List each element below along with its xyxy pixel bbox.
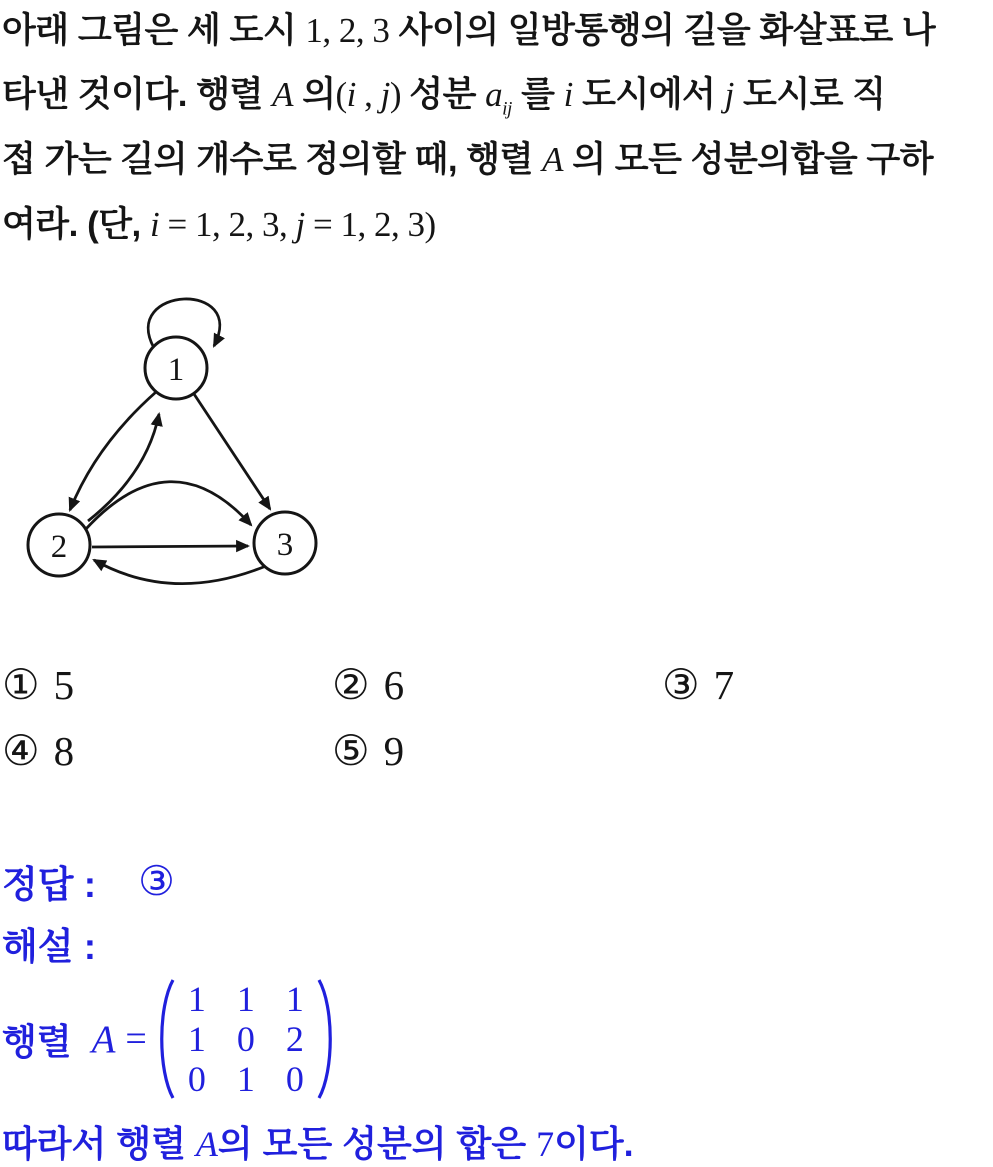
text-segment: 타낸 것이다. 행렬: [2, 75, 273, 114]
text-segment: j: [724, 75, 734, 114]
text-segment: 여라. (단,: [2, 205, 150, 244]
text-segment: 접 가는 길의 개수로 정의할 때, 행렬: [2, 140, 543, 179]
choice-2-value: 6: [383, 661, 405, 708]
matrix-variable: A: [91, 1017, 116, 1061]
node-3-label: 3: [276, 527, 294, 563]
matrix-equation: [2, 975, 339, 1103]
text-segment: ): [389, 75, 410, 114]
choice-5-value: 9: [383, 727, 405, 774]
node-2-label: 2: [50, 529, 68, 565]
choice-1: [2, 660, 74, 710]
problem-line-2: [2, 72, 886, 133]
problem-line-1: [2, 8, 935, 54]
text-segment: 를: [511, 75, 564, 114]
choice-2: [332, 660, 404, 710]
text-segment: = 1, 2, 3): [304, 205, 436, 244]
choices-list: [2, 650, 992, 790]
edge-1-to-3: [194, 394, 270, 509]
text-segment: 의: [292, 75, 336, 114]
matrix-cell-23: 2: [285, 1019, 304, 1059]
problem-line-3: [2, 137, 933, 183]
text-segment: = 1, 2, 3,: [159, 205, 296, 244]
text-segment: 도시로 직: [733, 75, 886, 114]
choice-4: [2, 726, 74, 776]
edge-2-to-3-upper: [85, 482, 251, 530]
text-segment: A: [195, 1124, 218, 1164]
choice-1-circled-number: ①: [2, 660, 40, 709]
choice-2-circled-number: ②: [332, 660, 370, 709]
text-segment: 사이의 일방통행의 길을 화살표로 나: [389, 11, 936, 50]
edge-3-to-2-lower: [94, 560, 266, 584]
choice-1-value: 5: [53, 661, 75, 708]
equals-sign: =: [125, 1018, 147, 1060]
text-segment: 도시에서: [572, 75, 725, 114]
explanation-line: [2, 916, 96, 970]
text-segment: 1, 2, 3: [305, 11, 390, 50]
matrix-cell-12: 1: [236, 979, 255, 1019]
matrix-cell-13: 1: [285, 979, 304, 1019]
text-segment: j: [295, 205, 305, 244]
node-1-label: 1: [167, 352, 185, 388]
city-graph-diagram: [8, 290, 408, 630]
choice-5: [332, 726, 404, 776]
text-segment: ,: [355, 75, 381, 114]
text-segment: 의 모든 성분의 합은: [217, 1123, 537, 1164]
choice-3: [662, 660, 734, 710]
choice-3-value: 7: [713, 661, 735, 708]
text-segment: i: [346, 75, 356, 114]
text-segment: 아래 그림은 세 도시: [2, 11, 306, 50]
edge-2-to-1: [88, 414, 159, 521]
matrix-close-paren-icon: [315, 975, 339, 1103]
text-segment: j: [380, 75, 390, 114]
answer-line: [2, 854, 175, 908]
conclusion-line: [2, 1116, 634, 1167]
text-segment: i: [563, 75, 573, 114]
choice-4-value: 8: [53, 727, 75, 774]
choice-3-circled-number: ③: [662, 660, 700, 709]
choice-5-circled-number: ⑤: [332, 726, 370, 775]
text-segment: 이다.: [554, 1123, 634, 1164]
graph-svg: [8, 290, 408, 630]
edge-2-to-3-straight: [92, 546, 248, 547]
text-segment: A: [272, 75, 293, 114]
answer-label: 정답 :: [2, 864, 97, 905]
matrix-prefix: 행렬: [2, 1020, 72, 1062]
text-segment: 의 모든 성분의합을 구하: [563, 140, 934, 179]
matrix-cell-11: 1: [187, 979, 206, 1019]
problem-line-4: [2, 202, 436, 248]
text-segment: 따라서 행렬: [2, 1123, 196, 1164]
text-segment: (: [335, 75, 347, 114]
text-segment: ij: [502, 98, 512, 120]
matrix-cell-21: 1: [187, 1019, 206, 1059]
edge-1-to-2: [70, 392, 156, 510]
text-segment: a: [485, 75, 503, 114]
text-segment: 7: [536, 1124, 555, 1164]
text-segment: i: [149, 205, 160, 244]
text-segment: A: [542, 140, 564, 179]
matrix-open-paren-icon: [153, 975, 177, 1103]
text-segment: 성분: [409, 75, 486, 114]
matrix-cell-32: 1: [236, 1059, 255, 1099]
matrix-cell-22: 0: [236, 1019, 255, 1059]
matrix-grid: [177, 979, 315, 1099]
matrix-cell-31: 0: [187, 1059, 206, 1099]
choice-4-circled-number: ④: [2, 726, 40, 775]
answer-value: ③: [138, 856, 175, 905]
matrix-cell-33: 0: [285, 1059, 304, 1099]
explanation-label: 해설 :: [2, 926, 97, 967]
